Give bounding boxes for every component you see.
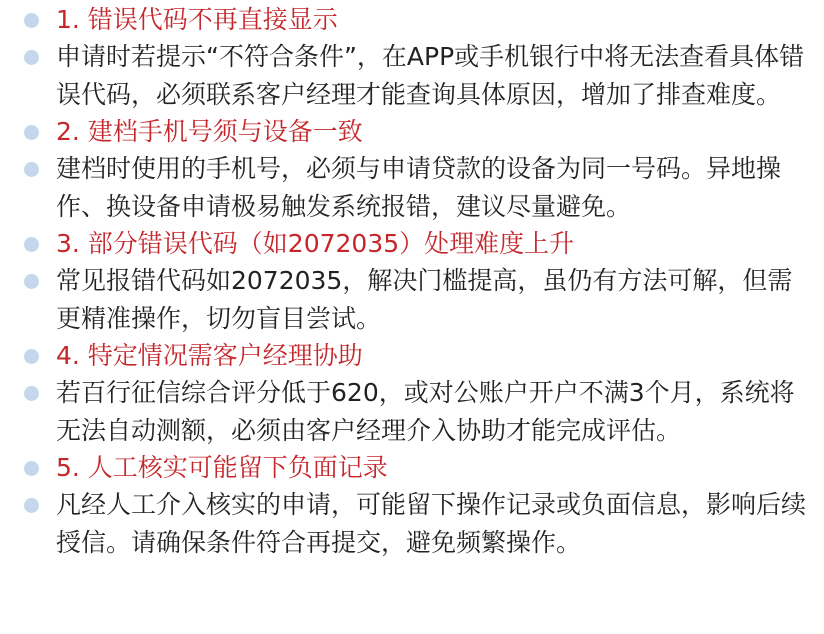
bullet-dot-icon <box>24 125 39 140</box>
section-4-heading <box>20 338 806 374</box>
section-heading-text: 4. 特定情况需客户经理协助 <box>56 341 363 370</box>
bullet-dot-icon <box>24 498 39 513</box>
section-body-text: 若百行征信综合评分低于620，或对公账户开户不满3个月，系统将无法自动测额，必须由客户经理介入协助才能完成评估。 <box>56 378 795 445</box>
bullet-dot-icon <box>24 461 39 476</box>
bullet-dot-icon <box>24 386 39 401</box>
section-body-text: 建档时使用的手机号，必须与申请贷款的设备为同一号码。异地操作、换设备申请极易触发系统报错，建议尽量避免。 <box>56 154 782 221</box>
section-4-body <box>20 374 806 450</box>
section-3-heading <box>20 226 806 262</box>
bullet-dot-icon <box>24 274 39 289</box>
section-3-body <box>20 262 806 338</box>
section-1-heading <box>20 2 806 38</box>
section-body-text: 申请时若提示“不符合条件”，在APP或手机银行中将无法查看具体错误代码，必须联系客户经理才能查询具体原因，增加了排查难度。 <box>56 42 805 109</box>
bullet-dot-icon <box>24 349 39 364</box>
section-body-text: 凡经人工介入核实的申请，可能留下操作记录或负面信息，影响后续授信。请确保条件符合再提交，避免频繁操作。 <box>56 490 807 557</box>
section-2-body <box>20 150 806 226</box>
bullet-dot-icon <box>24 13 39 28</box>
section-5-body <box>20 486 806 562</box>
section-1-body <box>20 38 806 114</box>
section-body-text: 常见报错代码如2072035，解决门槛提高，虽仍有方法可解，但需更精准操作，切勿盲目尝试。 <box>56 266 793 333</box>
bullet-dot-icon <box>24 50 39 65</box>
section-2-heading <box>20 114 806 150</box>
section-heading-text: 5. 人工核实可能留下负面记录 <box>56 453 388 482</box>
section-heading-text: 3. 部分错误代码（如2072035）处理难度上升 <box>56 229 575 258</box>
bullet-dot-icon <box>24 162 39 177</box>
section-heading-text: 1. 错误代码不再直接显示 <box>56 5 338 34</box>
section-heading-text: 2. 建档手机号须与设备一致 <box>56 117 363 146</box>
bullet-dot-icon <box>24 237 39 252</box>
section-5-heading <box>20 450 806 486</box>
